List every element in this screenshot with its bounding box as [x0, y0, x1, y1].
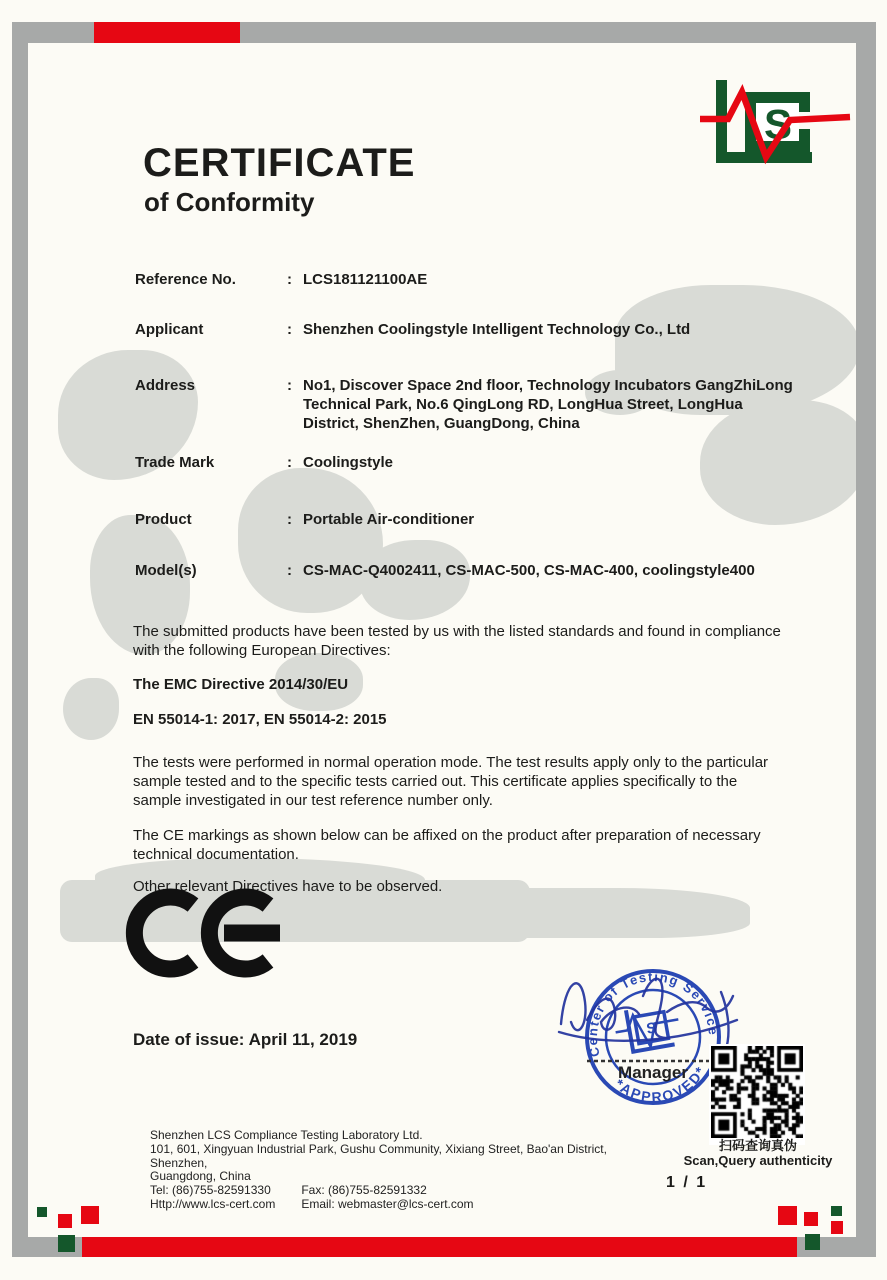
qr-code — [709, 1044, 805, 1145]
tests-note-paragraph: The tests were performed in normal operation mode. The test results apply only to the particular sample tested and to the specific tests carried out. This certificate applies specifically to the sample investigated in our test reference number only. — [133, 754, 769, 809]
footer-contact — [150, 1129, 620, 1212]
deco-square — [778, 1206, 797, 1225]
ce-note-paragraph: The CE markings as shown below can be affixed on the product after preparation of necessary technical documentation. — [133, 827, 761, 863]
directive-line: The EMC Directive 2014/30/EU — [133, 676, 349, 693]
stamp-logo-letter: S — [645, 1019, 658, 1038]
stamp-role-text: Manager — [618, 1063, 688, 1082]
stamp-arc-bottom-text: *APPROVED* — [611, 1062, 710, 1106]
stamp-arc-top-text: Center of Testing Service — [584, 969, 722, 1059]
lcs-logo — [698, 68, 856, 173]
field-colon: : — [287, 562, 292, 579]
border-top-red-segment — [94, 22, 240, 43]
field-value: Shenzhen Coolingstyle Intelligent Technology Co., Ltd — [303, 321, 691, 338]
deco-square — [831, 1206, 842, 1216]
footer-tel: Tel: (86)755-82591330 — [150, 1183, 271, 1198]
field-label: Address — [135, 377, 196, 394]
field-label: Applicant — [135, 321, 204, 338]
other-note-paragraph: Other relevant Directives have to be observed. — [133, 878, 443, 895]
deco-square — [58, 1214, 72, 1228]
footer-address-line1: 101, 601, Xingyuan Industrial Park, Gushu Community, Xixiang Street, Bao'an District, Shenzhen, — [150, 1141, 607, 1170]
footer-fax: Fax: (86)755-82591332 — [301, 1183, 427, 1198]
field-colon: : — [287, 321, 292, 338]
body-text — [133, 622, 785, 911]
footer-address-line2: Guangdong, China — [150, 1169, 251, 1184]
footer-email: Email: webmaster@lcs-cert.com — [301, 1196, 474, 1211]
deco-square — [37, 1207, 47, 1217]
lcs-logo-graphic — [698, 68, 856, 168]
field-value: LCS181121100AE — [303, 271, 428, 288]
qr-label-english: Scan,Query authenticity — [683, 1153, 833, 1168]
field-colon: : — [287, 271, 292, 288]
lcs-logo-letter: S — [763, 100, 793, 148]
certificate-title: CERTIFICATE — [143, 141, 416, 185]
standards-line: EN 55014-1: 2017, EN 55014-2: 2015 — [133, 711, 387, 728]
deco-square — [805, 1234, 820, 1250]
field-label: Trade Mark — [135, 454, 215, 471]
border-right — [856, 22, 876, 1257]
ce-mark — [125, 886, 290, 986]
field-value: Coolingstyle — [303, 454, 394, 471]
qr-label-chinese: 扫码查询真伪 — [718, 1138, 797, 1153]
ce-mark-graphic — [125, 886, 290, 981]
footer-company: Shenzhen LCS Compliance Testing Laboratory Ltd. — [150, 1128, 423, 1142]
field-colon: : — [287, 454, 292, 471]
footer-web: Http://www.lcs-cert.com — [150, 1196, 276, 1211]
field-value: No1, Discover Space 2nd floor, Technology Incubators GangZhiLong Technical Park, No.6 QingLong RD, LongHua Street, LongHua District, ShenZhen, GuangDong, China — [303, 377, 793, 432]
field-value: Portable Air-conditioner — [303, 511, 475, 528]
deco-square — [804, 1212, 818, 1226]
deco-square — [831, 1221, 843, 1234]
page-number: 1 / 1 — [666, 1174, 708, 1191]
deco-square — [81, 1206, 99, 1224]
field-colon: : — [287, 377, 292, 394]
border-bottom-red-segment — [82, 1237, 797, 1257]
intro-paragraph: The submitted products have been tested by us with the listed standards and found in compliance with the following European Directives: — [133, 623, 781, 659]
field-label: Reference No. — [135, 271, 236, 288]
field-value: CS-MAC-Q4002411, CS-MAC-500, CS-MAC-400, coolingstyle400 — [303, 562, 755, 579]
certificate-subtitle: of Conformity — [144, 187, 315, 217]
field-label: Product — [135, 511, 192, 528]
date-of-issue: Date of issue: April 11, 2019 — [133, 1030, 358, 1049]
field-label: Model(s) — [135, 562, 197, 579]
qr-labels — [672, 1138, 844, 1168]
deco-square — [58, 1235, 75, 1252]
field-colon: : — [287, 511, 292, 528]
qr-code-image — [711, 1046, 803, 1138]
border-left — [12, 22, 28, 1257]
